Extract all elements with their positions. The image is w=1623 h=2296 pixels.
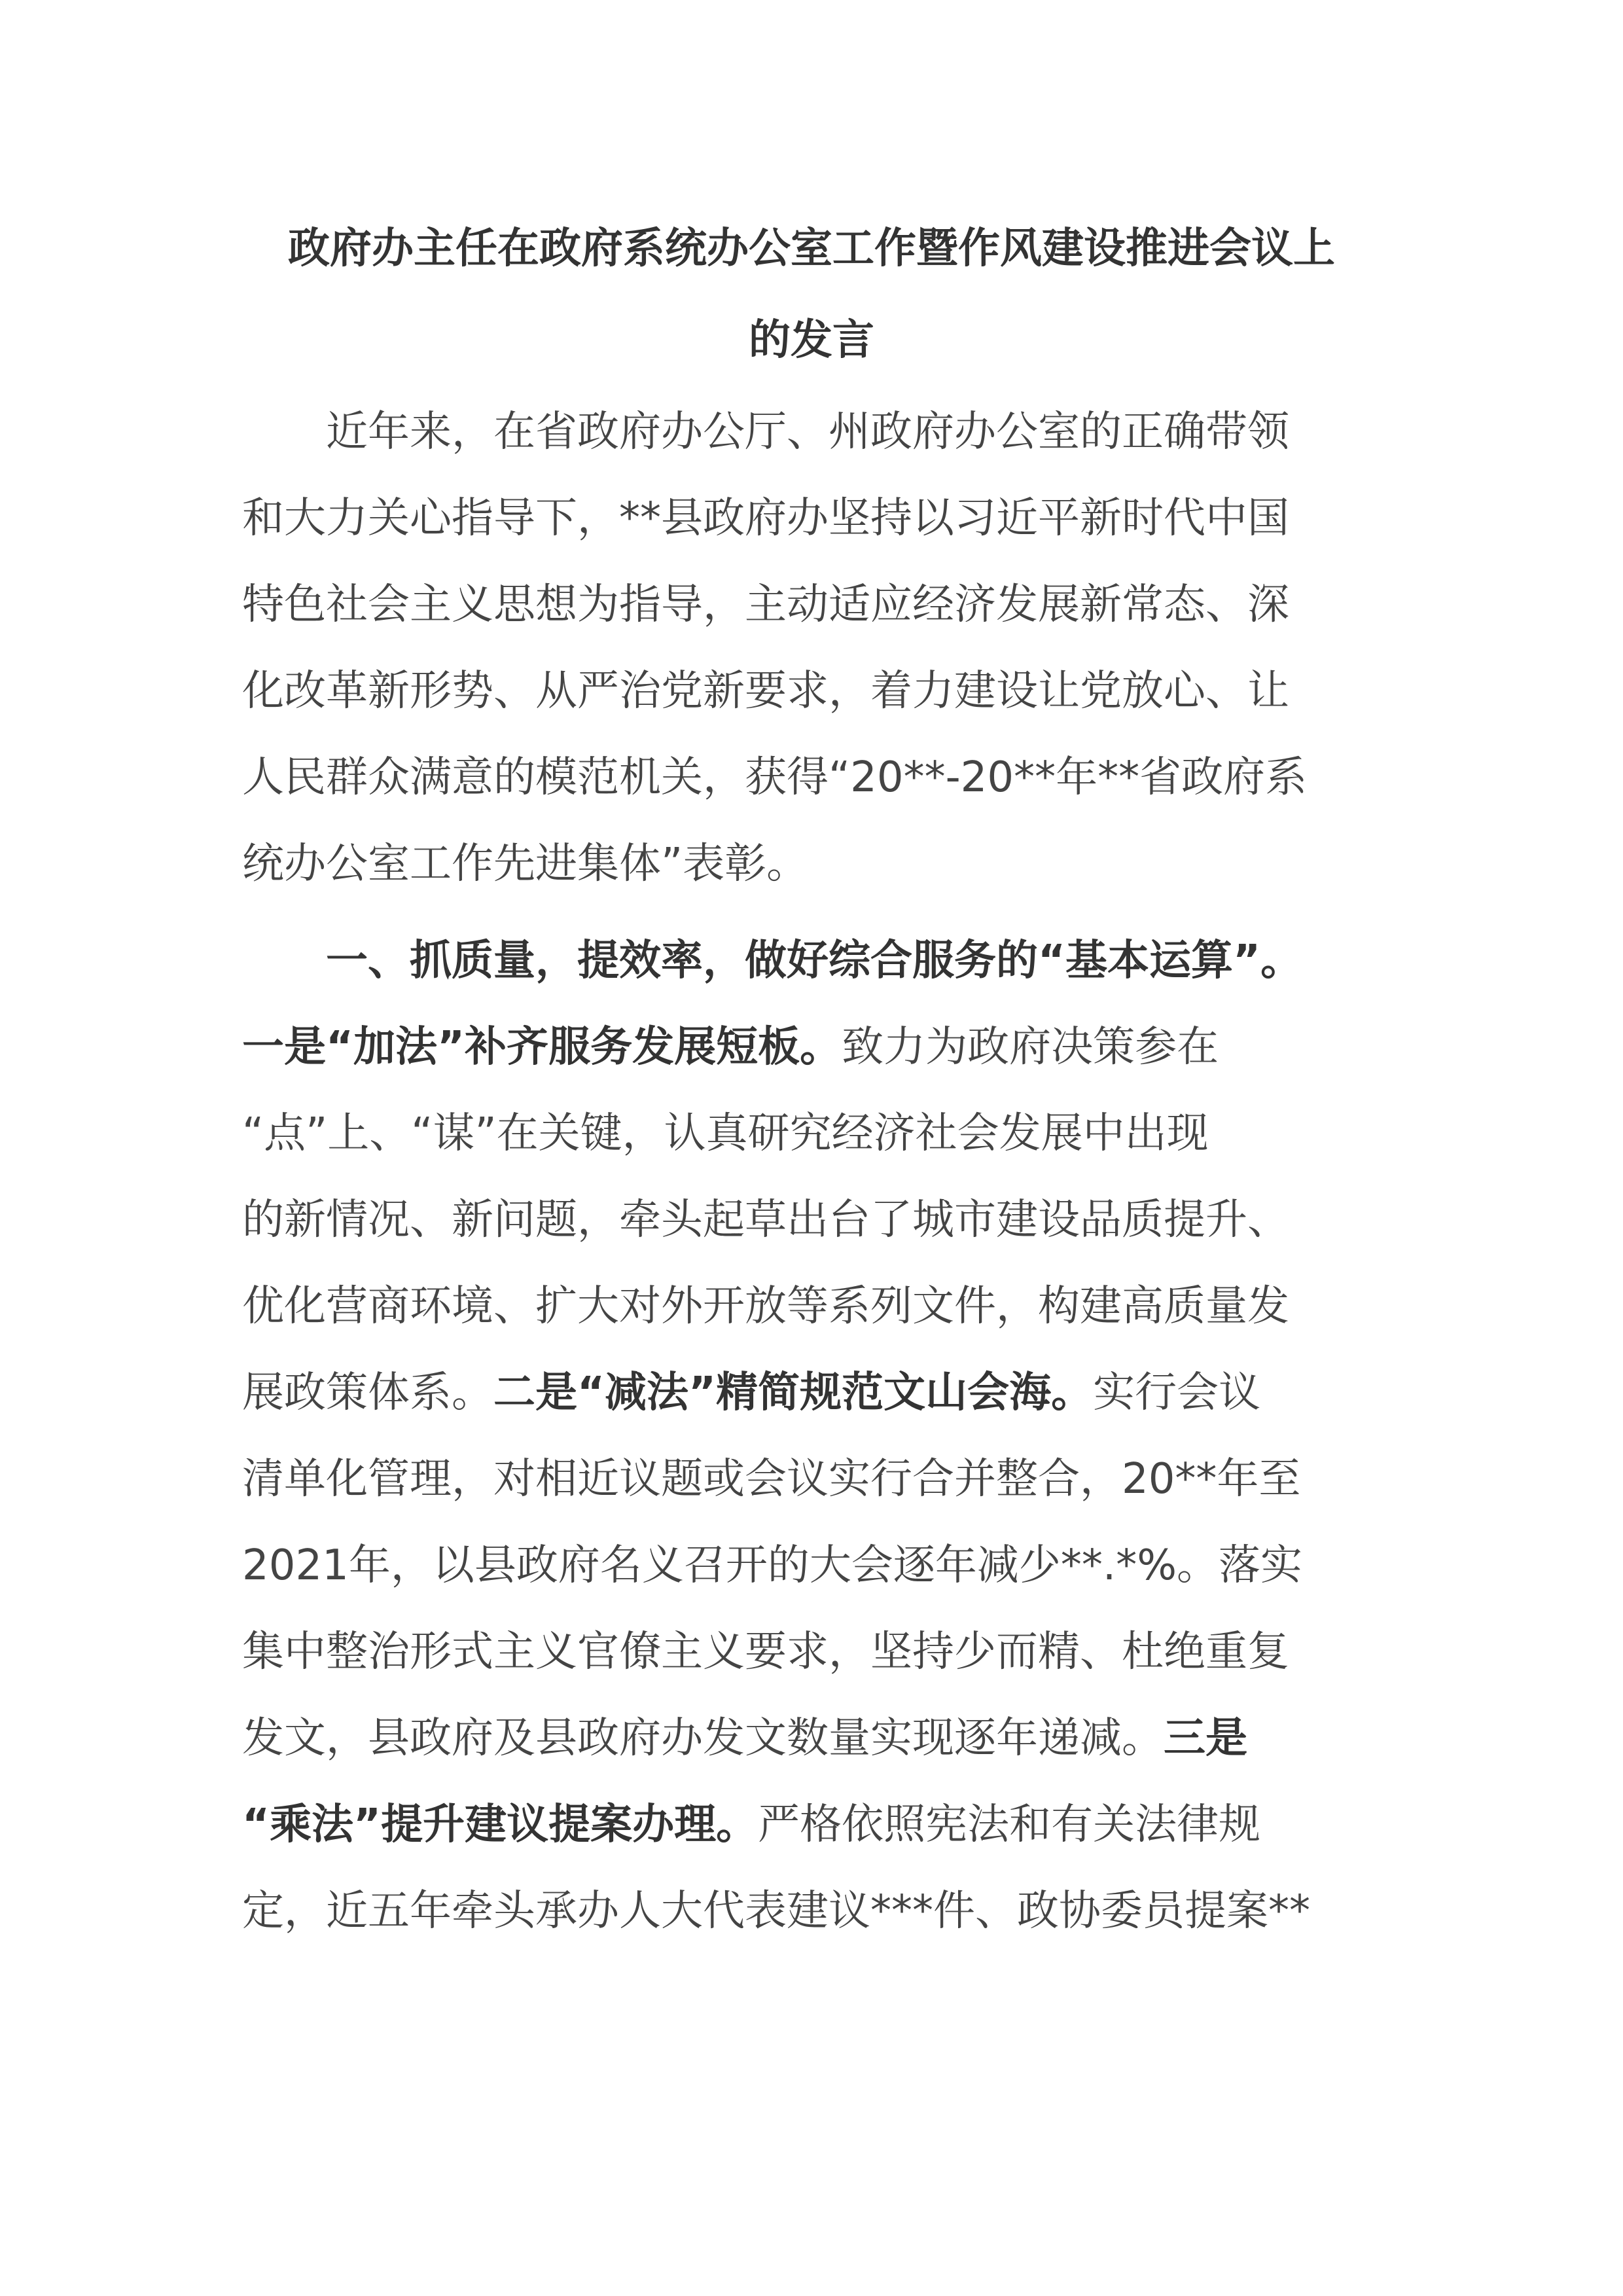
text-line <box>242 1455 1301 1503</box>
text-line <box>242 840 809 888</box>
text-line <box>242 1023 1219 1071</box>
text-line <box>242 1887 1310 1935</box>
text-segment: 统办公室工作先进集体”表彰。 <box>242 840 809 888</box>
text-line <box>242 667 1289 715</box>
text-segment: 和大力关心指导下，**县政府办坚持以习近平新时代中国 <box>242 494 1289 543</box>
text-line <box>242 1541 1303 1590</box>
text-line <box>242 1801 1261 1849</box>
text-line <box>242 1714 1247 1763</box>
bold-text-segment: 一是“加法”补齐服务发展短板。 <box>242 1023 842 1071</box>
text-line <box>242 937 1303 985</box>
text-segment: 优化营商环境、扩大对外开放等系列文件，构建高质量发 <box>242 1282 1289 1331</box>
bold-text-segment: “乘法”提升建议提案办理。 <box>242 1801 758 1849</box>
text-line <box>242 1109 1209 1158</box>
text-segment: 展政策体系。 <box>242 1369 493 1417</box>
text-segment: 致力为政府决策参在 <box>842 1023 1219 1071</box>
text-line <box>242 753 1308 802</box>
text-line <box>242 408 1289 456</box>
document-title-line-2: 的发言 <box>749 316 874 365</box>
bold-text-segment: 三是 <box>1164 1714 1247 1763</box>
text-segment: 特色社会主义思想为指导，主动适应经济发展新常态、深 <box>242 581 1289 629</box>
text-line <box>242 1369 1261 1417</box>
text-segment: 2021年，以县政府名义召开的大会逐年减少**.*%。落实 <box>242 1541 1303 1590</box>
text-segment: “点”上、“谋”在关键，认真研究经济社会发展中出现 <box>242 1109 1209 1158</box>
bold-text-segment: 二是“减法”精简规范文山会海。 <box>493 1369 1094 1417</box>
text-line <box>242 1282 1289 1331</box>
text-line <box>242 1628 1289 1676</box>
text-segment: 定，近五年牵头承办人大代表建议***件、政协委员提案** <box>242 1887 1310 1935</box>
bold-text-segment: 一、抓质量，提效率，做好综合服务的“基本运算”。 <box>242 937 1303 985</box>
text-segment: 近年来，在省政府办公厅、州政府办公室的正确带领 <box>242 408 1289 456</box>
text-line <box>242 581 1289 629</box>
text-segment: 清单化管理，对相近议题或会议实行合并整合，20**年至 <box>242 1455 1301 1503</box>
text-segment: 的新情况、新问题，牵头起草出台了城市建设品质提升、 <box>242 1196 1289 1244</box>
text-segment: 实行会议 <box>1093 1369 1261 1417</box>
text-segment: 严格依照宪法和有关法律规 <box>758 1801 1261 1849</box>
text-line <box>242 494 1289 543</box>
text-segment: 人民群众满意的模范机关，获得“20**-20**年**省政府系 <box>242 753 1308 802</box>
text-segment: 集中整治形式主义官僚主义要求，坚持少而精、杜绝重复 <box>242 1628 1289 1676</box>
document-title-line-1: 政府办主任在政府系统办公室工作暨作风建设推进会议上 <box>288 224 1335 273</box>
text-segment: 化改革新形势、从严治党新要求，着力建设让党放心、让 <box>242 667 1289 715</box>
text-segment: 发文，县政府及县政府办发文数量实现逐年递减。 <box>242 1714 1164 1763</box>
text-line <box>242 1196 1289 1244</box>
